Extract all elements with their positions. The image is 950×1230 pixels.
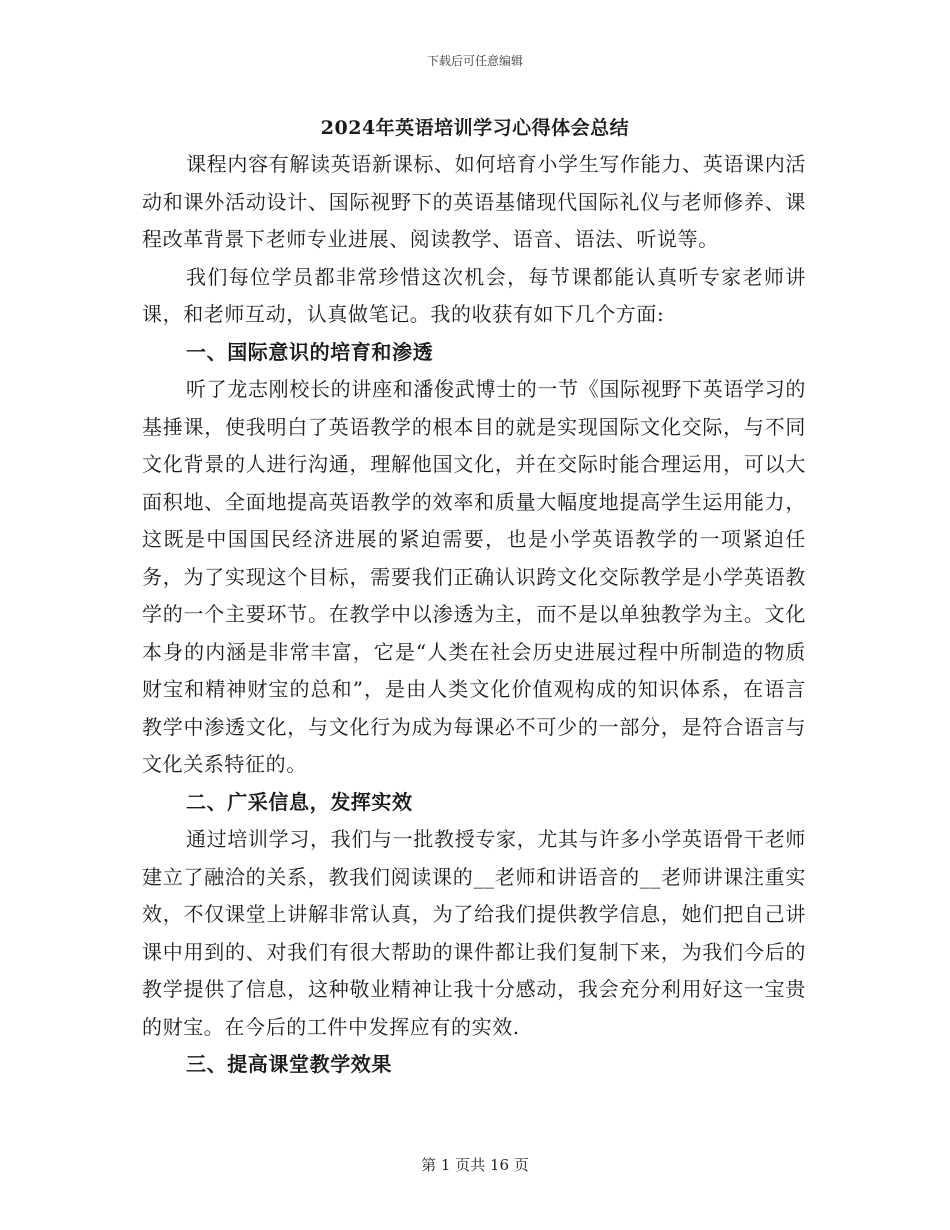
paragraph-information: 通过培训学习，我们与一批教授专家，尤其与许多小学英语骨干老师建立了融洽的关系，教我们阅读课的__老师和讲语音的__老师讲课注重实效，不仅课堂上讲解非常认真，为了给我们提供教学信息，她们把自己讲课中用到的、对我们有很大帮助的课件都让我们复制下来，为我们今后的教学提供了信息，这种敬业精神让我十分感动，我会充分利用好这一宝贵的财宝。在今后的工件中发挥应有的实效. bbox=[142, 827, 806, 1039]
section-heading-2: 二、广采信息，发挥实效 bbox=[186, 789, 413, 814]
paragraph-course-content: 课程内容有解读英语新课标、如何培育小学生写作能力、英语课内活动和课外活动设计、国际视野下的英语基储现代国际礼仪与老师修养、课程改革背景下老师专业进展、阅读教学、语音、语法、听说等。 bbox=[142, 152, 806, 251]
section-heading-3: 三、提高课堂教学效果 bbox=[186, 1052, 392, 1076]
document-body bbox=[142, 146, 806, 1084]
paragraph-gains-intro: 我们每位学员都非常珍惜这次机会，每节课都能认真听专家老师讲课，和老师互动，认真做笔记。我的收获有如下几个方面: bbox=[142, 264, 806, 326]
section-heading-1: 一、国际意识的培育和渗透 bbox=[186, 339, 434, 364]
page-number: 第 1 页共 16 页 bbox=[421, 1156, 529, 1174]
page-header: 下载后可任意编辑 bbox=[426, 54, 523, 68]
document-title: 2024年英语培训学习心得体会总结 bbox=[320, 117, 630, 139]
paragraph-international-awareness: 听了龙志刚校长的讲座和潘俊武博士的一节《国际视野下英语学习的基捶课，使我明白了英语教学的根本目的就是实现国际文化交际，与不同文化背景的人进行沟通，理解他国文化，并在交际时能合理运用，可以大面积地、全面地提高英语教学的效率和质量大幅度地提高学生运用能力，这既是中国国民经济进展的紧迫需要，也是小学英语教学的一项紧迫任务，为了实现这个目标，需要我们正确认识跨文化交际教学是小学英语教学的一个主要环节。在教学中以渗透为主，而不是以单独教学为主。文化本身的内涵是非常丰富，它是“人类在社会历史进展过程中所制造的物质财宝和精神财宝的总和”，是由人类文化价值观构成的知识体系，在语言教学中渗透文化，与文化行为成为每课必不可少的一部分，是符合语言与文化关系特征的。 bbox=[142, 377, 806, 776]
